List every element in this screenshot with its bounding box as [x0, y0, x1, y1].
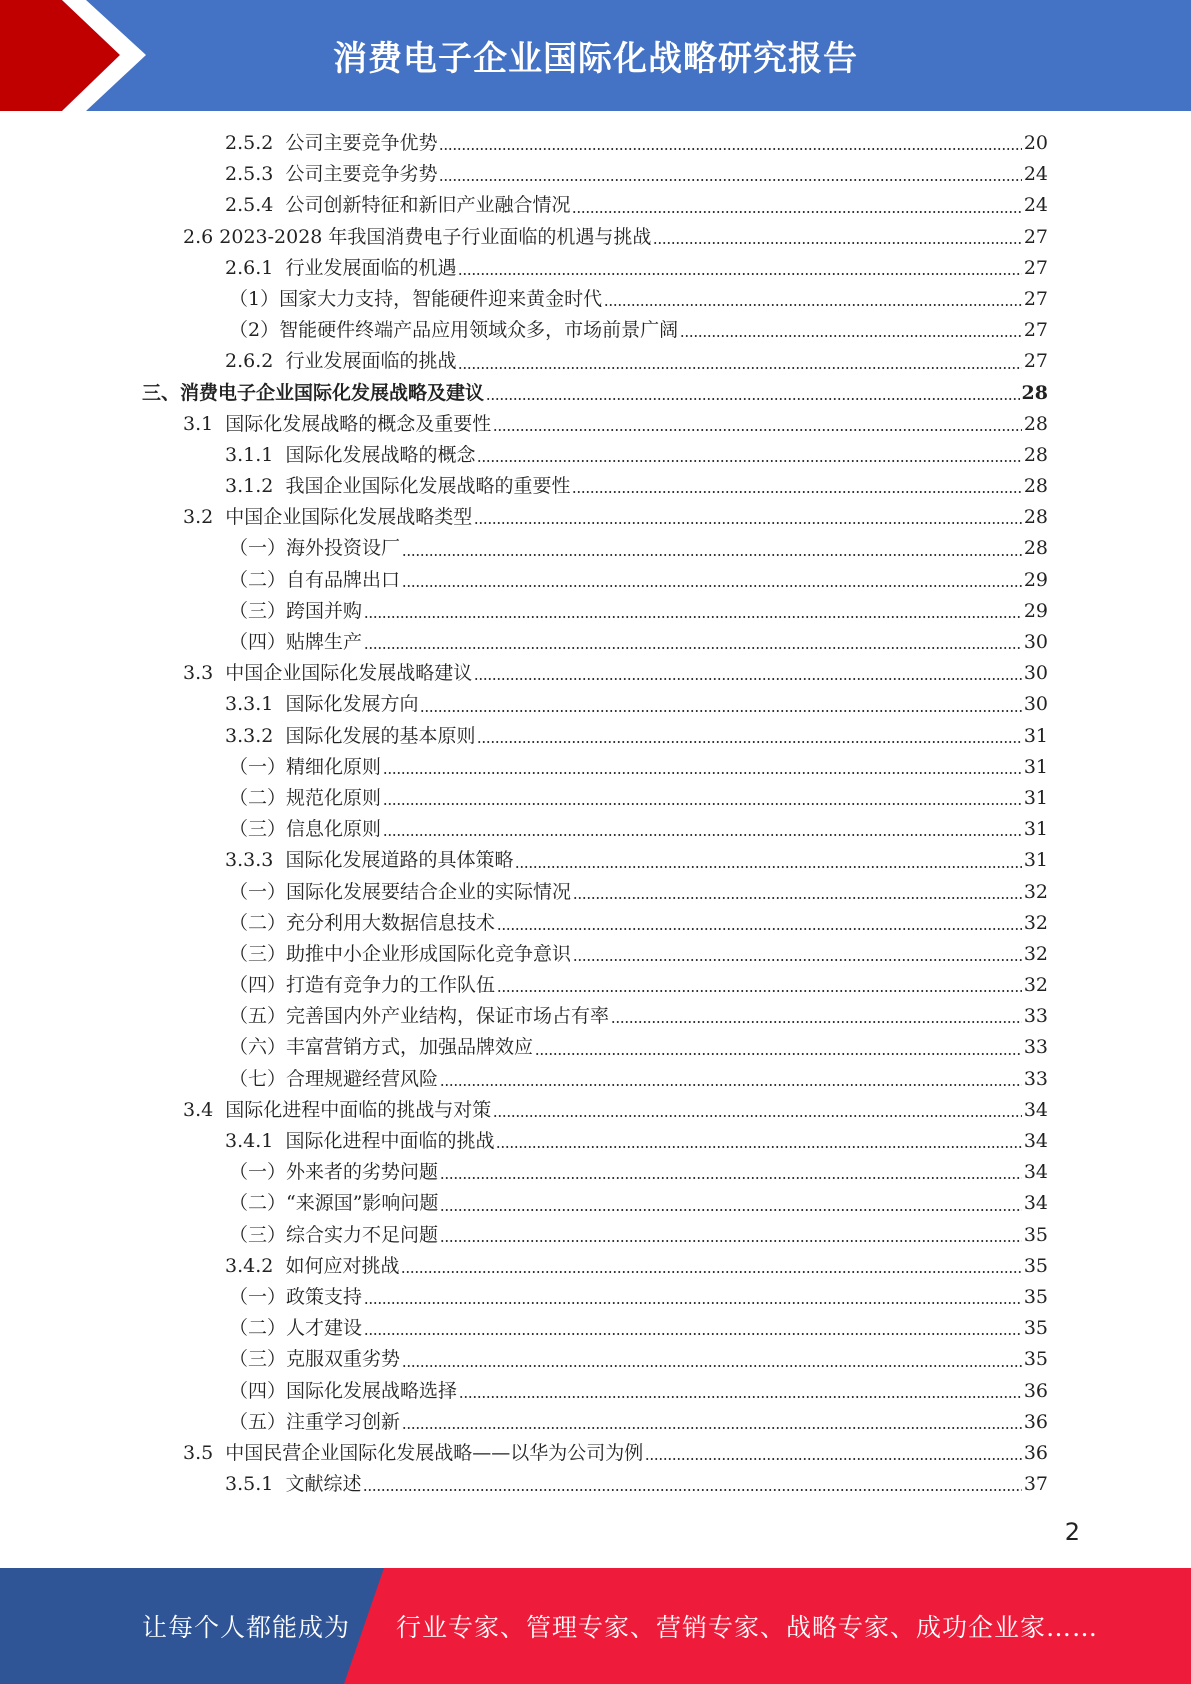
toc-dot-leader	[401, 1251, 1021, 1282]
toc-entry-title: 国际化进程中面临的挑战与对策	[225, 1098, 492, 1121]
toc-entry[interactable]	[0, 1126, 1191, 1157]
toc-entry[interactable]	[0, 689, 1191, 720]
toc-entry-page: 27	[1023, 287, 1048, 310]
toc-entry-title: （三）跨国并购	[229, 599, 363, 622]
toc-entry[interactable]	[0, 1157, 1191, 1188]
toc-entry[interactable]	[0, 1344, 1191, 1375]
toc-dot-leader	[493, 409, 1022, 440]
toc-dot-leader	[573, 877, 1022, 908]
toc-entry-page: 33	[1023, 1005, 1048, 1028]
toc-entry-page: 35	[1023, 1223, 1048, 1246]
toc-entry-title: （三）综合实力不足问题	[229, 1223, 439, 1246]
toc-entry-title: 国际化发展的基本原则	[285, 724, 476, 747]
toc-dot-leader	[440, 1220, 1022, 1251]
toc-entry-page: 27	[1023, 225, 1048, 248]
toc-entry-page: 28	[1023, 506, 1048, 529]
toc-dot-leader	[383, 814, 1022, 845]
toc-entry-number: 3.1	[183, 412, 226, 435]
header-banner	[0, 0, 1191, 111]
toc-entry-page: 28	[1023, 475, 1048, 498]
toc-entry-title: （2）智能硬件终端产品应用领域众多，市场前景广阔	[229, 319, 679, 342]
toc-dot-leader	[474, 658, 1022, 689]
toc-dot-leader	[572, 471, 1021, 502]
toc-entry[interactable]	[0, 440, 1191, 471]
toc-entry-page: 32	[1023, 880, 1048, 903]
toc-dot-leader	[364, 1313, 1022, 1344]
toc-dot-leader	[496, 1126, 1021, 1157]
toc-entry[interactable]	[0, 1064, 1191, 1095]
toc-entry[interactable]	[0, 533, 1191, 564]
toc-dot-leader	[439, 128, 1021, 159]
toc-entry-title: 中国企业国际化发展战略类型	[225, 506, 473, 529]
toc-entry-title: （1）国家大力支持，智能硬件迎来黄金时代	[229, 287, 603, 310]
toc-entry[interactable]	[0, 378, 1191, 409]
page-number: 2	[1064, 1518, 1080, 1546]
toc-entry-number: 2.5.3	[225, 163, 286, 186]
toc-entry[interactable]	[0, 222, 1191, 253]
toc-entry-page: 34	[1023, 1192, 1048, 1215]
toc-entry-title: （一）海外投资设厂	[229, 537, 401, 560]
toc-entry-page: 20	[1023, 132, 1048, 154]
toc-dot-leader	[402, 533, 1022, 564]
toc-entry[interactable]	[0, 1313, 1191, 1344]
toc-entry-page: 28	[1023, 537, 1048, 560]
toc-entry[interactable]	[0, 908, 1191, 939]
toc-entry-title: 国际化进程中面临的挑战	[285, 1130, 495, 1152]
toc-dot-leader	[680, 315, 1022, 346]
toc-entry-title: （六）丰富营销方式，加强品牌效应	[229, 1036, 534, 1059]
toc-entry[interactable]	[0, 1032, 1191, 1063]
toc-entry-title: （四）贴牌生产	[229, 631, 363, 653]
toc-entry-title: （二）规范化原则	[229, 786, 382, 809]
toc-dot-leader	[364, 1282, 1022, 1313]
toc-entry[interactable]	[0, 253, 1191, 284]
document-title: 消费电子企业国际化战略研究报告	[333, 39, 858, 79]
toc-entry[interactable]	[0, 471, 1191, 502]
toc-entry[interactable]	[0, 814, 1191, 845]
toc-entry[interactable]	[0, 939, 1191, 970]
footer-slogan-left: 让每个人都能成为	[142, 1613, 351, 1642]
toc-entry-title: （二）充分利用大数据信息技术	[229, 911, 496, 934]
toc-entry-title: （七）合理规避经营风险	[229, 1067, 439, 1090]
toc-entry-page: 30	[1023, 631, 1048, 653]
toc-entry-number: 3.1.1	[225, 443, 286, 466]
toc-dot-leader	[364, 596, 1022, 627]
toc-dot-leader	[572, 190, 1021, 221]
toc-entry-title: 三、消费电子企业国际化发展战略及建议	[142, 381, 485, 404]
toc-entry-number: 3.5.1	[225, 1473, 286, 1496]
toc-dot-leader	[493, 1095, 1022, 1126]
toc-entry[interactable]	[0, 596, 1191, 627]
toc-entry-title: 公司主要竞争优势	[285, 132, 438, 154]
toc-entry-title: （三）信息化原则	[229, 818, 382, 841]
toc-entry-number: 3.5	[183, 1441, 226, 1464]
toc-entry-page: 34	[1023, 1098, 1048, 1121]
toc-entry-number: 2.6.1	[225, 256, 286, 279]
toc-entry[interactable]	[0, 284, 1191, 315]
toc-entry[interactable]	[0, 502, 1191, 533]
toc-dot-leader	[645, 1438, 1022, 1469]
toc-dot-leader	[611, 1001, 1022, 1032]
toc-entry[interactable]	[0, 1469, 1191, 1500]
toc-entry[interactable]	[0, 1251, 1191, 1282]
toc-entry-page: 27	[1023, 350, 1048, 373]
toc-entry-title: 行业发展面临的机遇	[285, 256, 457, 279]
toc-entry[interactable]	[0, 409, 1191, 440]
toc-entry[interactable]	[0, 1407, 1191, 1438]
toc-entry-title: 行业发展面临的挑战	[285, 350, 457, 373]
toc-dot-leader	[440, 1188, 1021, 1219]
toc-entry-title: 中国民营企业国际化发展战略——以华为公司为例	[225, 1441, 644, 1464]
toc-entry-number: 3.4	[183, 1098, 226, 1121]
toc-entry[interactable]	[0, 1438, 1191, 1469]
toc-entry-title: （四）国际化发展战略选择	[229, 1379, 458, 1402]
toc-entry[interactable]	[0, 783, 1191, 814]
toc-dot-leader	[573, 939, 1022, 970]
toc-entry-number: 3.3.1	[225, 693, 286, 716]
toc-entry-page: 33	[1023, 1067, 1048, 1090]
toc-entry-title: （五）注重学习创新	[229, 1410, 401, 1433]
toc-entry-page: 34	[1023, 1130, 1048, 1152]
toc-entry-title: 国际化发展战略的概念	[285, 443, 476, 466]
toc-dot-leader	[402, 565, 1022, 596]
toc-entry[interactable]	[0, 315, 1191, 346]
toc-entry-page: 30	[1023, 662, 1048, 685]
toc-dot-leader	[402, 1407, 1022, 1438]
toc-dot-leader	[383, 783, 1022, 814]
footer-banner	[0, 1568, 1191, 1684]
toc-entry-page: 31	[1023, 724, 1048, 747]
toc-entry[interactable]	[0, 1095, 1191, 1126]
toc-entry-page: 36	[1023, 1441, 1048, 1464]
toc-entry[interactable]	[0, 128, 1191, 159]
toc-entry-page: 29	[1023, 599, 1048, 622]
toc-dot-leader	[383, 752, 1022, 783]
toc-entry[interactable]	[0, 877, 1191, 908]
toc-entry-page: 32	[1023, 974, 1048, 997]
toc-entry[interactable]	[0, 1220, 1191, 1251]
toc-entry-title: （三）助推中小企业形成国际化竞争意识	[229, 942, 572, 965]
toc-entry-title: 2023-2028 年我国消费电子行业面临的机遇与挑战	[219, 225, 652, 248]
toc-dot-leader	[653, 222, 1021, 253]
toc-dot-leader	[440, 1157, 1022, 1188]
toc-entry-page: 30	[1023, 693, 1048, 716]
toc-entry-title: （二）人才建设	[229, 1317, 363, 1340]
toc-entry[interactable]	[0, 1282, 1191, 1313]
toc-entry-page: 36	[1023, 1379, 1048, 1402]
toc-entry-title: 国际化发展方向	[285, 693, 419, 716]
toc-dot-leader	[497, 970, 1022, 1001]
toc-entry-page: 34	[1023, 1161, 1048, 1184]
toc-entry-page: 35	[1023, 1317, 1048, 1340]
toc-dot-leader	[604, 284, 1022, 315]
toc-entry-title: （二）自有品牌出口	[229, 568, 401, 591]
toc-entry-page: 37	[1023, 1473, 1048, 1496]
toc-entry-title: 如何应对挑战	[285, 1254, 400, 1277]
toc-entry-number: 2.5.4	[225, 194, 286, 217]
toc-entry-page: 35	[1023, 1285, 1048, 1308]
toc-entry-title: 国际化发展战略的概念及重要性	[225, 412, 492, 435]
toc-entry-page: 31	[1023, 786, 1048, 809]
toc-entry-title: 我国企业国际化发展战略的重要性	[285, 475, 571, 498]
toc-entry-number: 3.3.2	[225, 724, 286, 747]
toc-entry-number: 3.4.1	[225, 1130, 286, 1152]
toc-entry-title: 公司创新特征和新旧产业融合情况	[285, 194, 571, 217]
toc-dot-leader	[420, 689, 1021, 720]
toc-entry[interactable]	[0, 190, 1191, 221]
toc-entry-page: 31	[1023, 849, 1048, 872]
toc-dot-leader	[477, 721, 1021, 752]
toc-entry-page: 27	[1023, 256, 1048, 279]
toc-entry-page: 32	[1023, 911, 1048, 934]
toc-entry-title: （五）完善国内外产业结构，保证市场占有率	[229, 1005, 610, 1028]
toc-entry[interactable]	[0, 1188, 1191, 1219]
toc-dot-leader	[535, 1032, 1022, 1063]
toc-dot-leader	[486, 378, 1020, 409]
toc-entry-number: 2.6	[183, 225, 220, 248]
toc-entry-page: 36	[1023, 1410, 1048, 1433]
toc-dot-leader	[439, 159, 1021, 190]
toc-entry-page: 32	[1023, 942, 1048, 965]
toc-entry-page: 31	[1023, 755, 1048, 778]
toc-entry-page: 29	[1023, 568, 1048, 591]
toc-entry-page: 35	[1023, 1348, 1048, 1371]
toc-entry[interactable]	[0, 721, 1191, 752]
toc-dot-leader	[458, 346, 1021, 377]
toc-entry[interactable]	[0, 346, 1191, 377]
toc-entry-title: （一）精细化原则	[229, 755, 382, 778]
toc-dot-leader	[515, 845, 1021, 876]
toc-entry-title: （二）“来源国”影响问题	[229, 1192, 439, 1215]
toc-entry-number: 2.6.2	[225, 350, 286, 373]
toc-entry-page: 31	[1023, 818, 1048, 841]
toc-entry-number: 3.3	[183, 662, 226, 685]
toc-entry-page: 28	[1023, 412, 1048, 435]
footer-slogan-right: 行业专家、管理专家、营销专家、战略专家、成功企业家……	[396, 1613, 1099, 1642]
toc-entry[interactable]	[0, 970, 1191, 1001]
toc-entry-title: 文献综述	[285, 1473, 362, 1496]
toc-dot-leader	[363, 1469, 1021, 1500]
toc-entry[interactable]	[0, 627, 1191, 658]
toc-entry-page: 27	[1023, 319, 1048, 342]
toc-entry-page: 35	[1023, 1254, 1048, 1277]
toc-entry-title: （一）政策支持	[229, 1285, 363, 1308]
toc-entry-number: 2.5.2	[225, 132, 286, 154]
toc-entry-page: 24	[1023, 163, 1048, 186]
toc-entry-title: （一）外来者的劣势问题	[229, 1161, 439, 1184]
toc-dot-leader	[459, 1376, 1022, 1407]
toc-entry[interactable]	[0, 565, 1191, 596]
toc-dot-leader	[477, 440, 1021, 471]
toc-entry[interactable]	[0, 845, 1191, 876]
toc-dot-leader	[497, 908, 1022, 939]
toc-dot-leader	[402, 1344, 1022, 1375]
toc-entry-title: 国际化发展道路的具体策略	[285, 849, 514, 872]
toc-entry-title: （一）国际化发展要结合企业的实际情况	[229, 880, 572, 903]
toc-entry-number: 3.3.3	[225, 849, 286, 872]
toc-entry[interactable]	[0, 752, 1191, 783]
toc-dot-leader	[458, 253, 1021, 284]
toc-entry[interactable]	[0, 1376, 1191, 1407]
toc-entry[interactable]	[0, 1001, 1191, 1032]
toc-entry-page: 33	[1023, 1036, 1048, 1059]
toc-entry-number: 3.4.2	[225, 1254, 286, 1277]
table-of-contents	[0, 128, 1191, 1500]
toc-dot-leader	[364, 627, 1022, 658]
toc-entry-number: 3.1.2	[225, 475, 286, 498]
toc-entry-page: 28	[1021, 381, 1048, 404]
toc-entry-number: 3.2	[183, 506, 226, 529]
toc-entry-title: 中国企业国际化发展战略建议	[225, 662, 473, 685]
toc-entry[interactable]	[0, 658, 1191, 689]
toc-entry-title: （三）克服双重劣势	[229, 1348, 401, 1371]
toc-entry[interactable]	[0, 159, 1191, 190]
toc-entry-page: 28	[1023, 443, 1048, 466]
toc-entry-title: 公司主要竞争劣势	[285, 163, 438, 186]
toc-entry-page: 24	[1023, 194, 1048, 217]
toc-dot-leader	[440, 1064, 1022, 1095]
toc-dot-leader	[474, 502, 1022, 533]
toc-entry-title: （四）打造有竞争力的工作队伍	[229, 974, 496, 997]
